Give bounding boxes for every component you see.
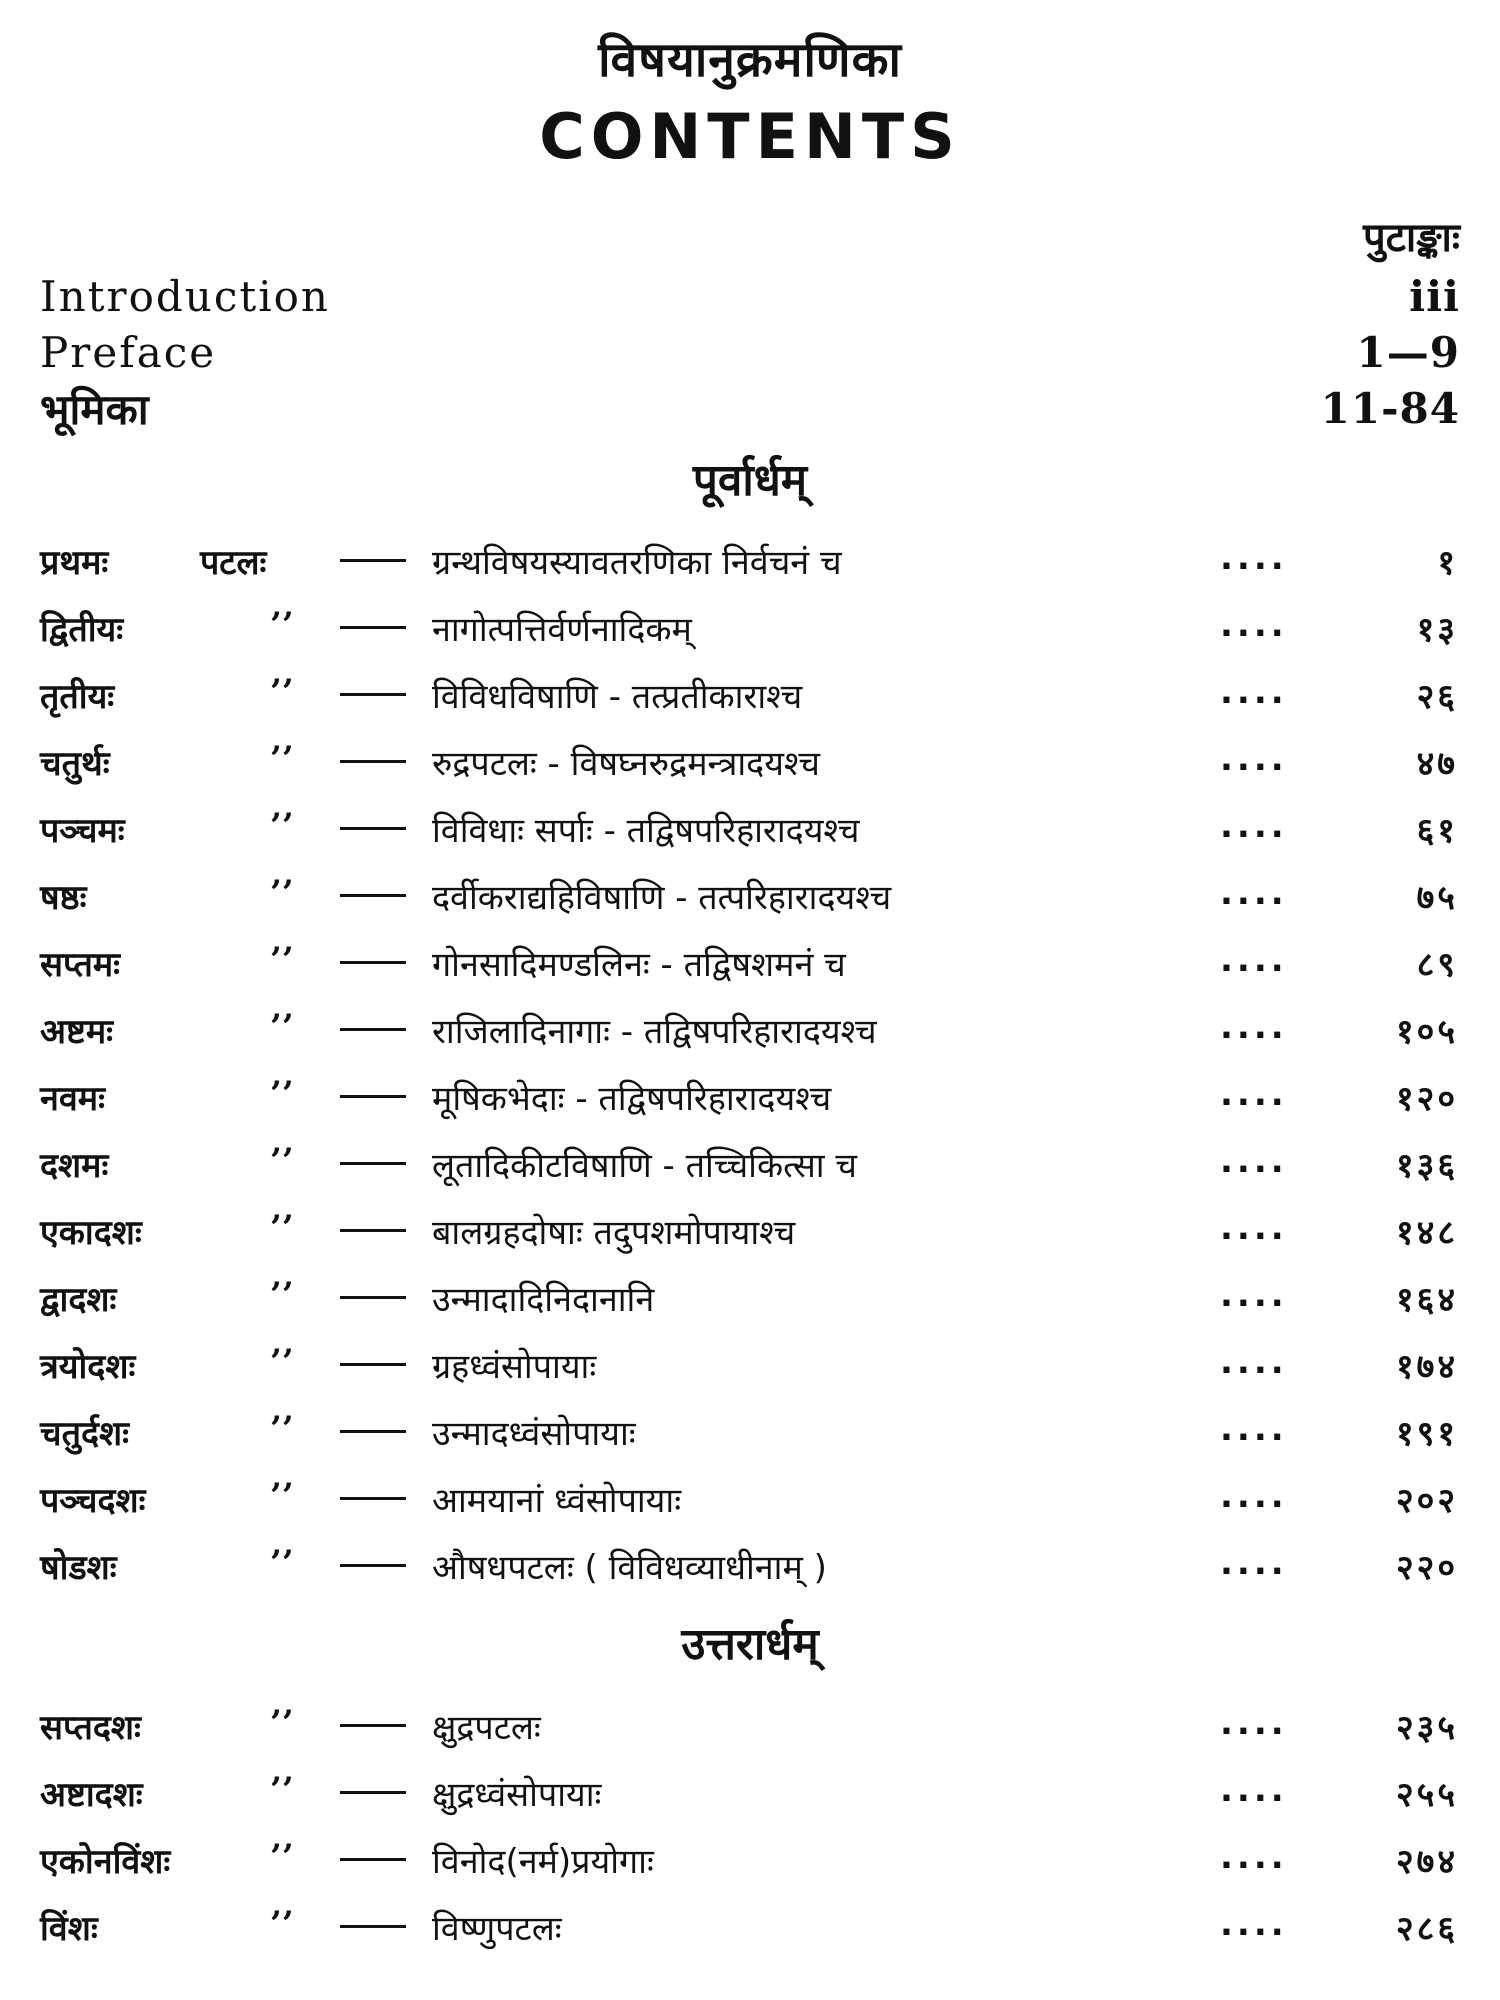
chapter-topic: राजिलादिनागाः - तद्विषपरिहारादयश्च — [432, 1012, 877, 1052]
leader-dots: .... — [1220, 806, 1288, 846]
chapter-topic: ग्रन्थविषयस्यावतरणिका निर्वचनं च — [432, 543, 842, 583]
chapter-number: सप्तमः — [40, 945, 121, 985]
ditto-mark: ’’ — [270, 1703, 294, 1743]
ditto-mark: ’’ — [270, 739, 294, 779]
leader-dots: .... — [1220, 1007, 1288, 1047]
separator-dash — [340, 1296, 406, 1299]
chapter-page: १६४ — [1395, 1280, 1458, 1320]
chapter-page: ६१ — [1416, 811, 1458, 851]
chapter-topic: दर्वीकराद्यहिविषाणि - तत्परिहारादयश्च — [432, 878, 892, 918]
leader-dots: .... — [1220, 940, 1288, 980]
toc-row[interactable] — [0, 1829, 1500, 1889]
chapter-page: २२० — [1395, 1548, 1458, 1588]
separator-dash — [340, 1564, 406, 1567]
chapter-number: सप्तदशः — [40, 1708, 141, 1748]
front-matter-page: iii — [1409, 271, 1460, 321]
chapter-topic: आमयानां ध्वंसोपायाः — [432, 1481, 682, 1521]
front-matter-label: Introduction — [40, 271, 330, 321]
leader-dots: .... — [1220, 1208, 1288, 1248]
separator-dash — [340, 894, 406, 897]
chapter-number: विंशः — [40, 1909, 98, 1949]
chapter-page: २३५ — [1395, 1708, 1458, 1748]
toc-row[interactable] — [0, 1200, 1500, 1260]
ditto-mark: ’’ — [270, 1543, 294, 1583]
chapter-topic: नागोत्पत्तिर्वर्णनादिकम् — [432, 610, 692, 650]
toc-row[interactable] — [0, 1535, 1500, 1595]
separator-dash — [340, 1925, 406, 1928]
chapter-number: द्वादशः — [40, 1280, 117, 1320]
toc-row[interactable] — [0, 1695, 1500, 1755]
toc-row[interactable] — [0, 932, 1500, 992]
leader-dots: .... — [1220, 1074, 1288, 1114]
ditto-mark: ’’ — [270, 1342, 294, 1382]
chapter-topic: क्षुद्रपटलः — [432, 1708, 541, 1748]
ditto-mark: ’’ — [270, 1837, 294, 1877]
ditto-mark: ’’ — [270, 1409, 294, 1449]
ditto-mark: ’’ — [270, 1141, 294, 1181]
toc-row[interactable] — [0, 1267, 1500, 1327]
leader-dots: .... — [1220, 739, 1288, 779]
ditto-mark: ’’ — [270, 1275, 294, 1315]
separator-dash — [340, 1497, 406, 1500]
chapter-page: १३६ — [1395, 1146, 1458, 1186]
separator-dash — [340, 559, 406, 562]
chapter-page: १७४ — [1395, 1347, 1458, 1387]
separator-dash — [340, 626, 406, 629]
leader-dots: .... — [1220, 1342, 1288, 1382]
chapter-page: १ — [1437, 543, 1458, 583]
toc-row[interactable] — [0, 1066, 1500, 1126]
ditto-mark: ’’ — [270, 873, 294, 913]
chapter-page: १०५ — [1395, 1012, 1458, 1052]
chapter-topic: उन्मादादिनिदानानि — [432, 1280, 655, 1320]
toc-row[interactable] — [0, 664, 1500, 724]
ditto-mark: ’’ — [270, 1770, 294, 1810]
page-number-column-heading: पुटाङ्काः — [1363, 215, 1460, 261]
ditto-mark: ’’ — [270, 806, 294, 846]
separator-dash — [340, 1430, 406, 1433]
chapter-number: नवमः — [40, 1079, 105, 1119]
leader-dots: .... — [1220, 1476, 1288, 1516]
chapter-page: १२० — [1395, 1079, 1458, 1119]
chapter-topic: क्षुद्रध्वंसोपायाः — [432, 1775, 602, 1815]
separator-dash — [340, 760, 406, 763]
leader-dots: .... — [1220, 1275, 1288, 1315]
chapter-topic: गोनसादिमण्डलिनः - तद्विषशमनं च — [432, 945, 846, 985]
toc-row[interactable] — [0, 1762, 1500, 1822]
chapter-number: चतुर्थः — [40, 744, 110, 784]
toc-row[interactable] — [0, 1334, 1500, 1394]
chapter-number: तृतीयः — [40, 677, 115, 717]
chapter-topic: बालग्रहदोषाः तदुपशमोपायाश्च — [432, 1213, 796, 1253]
chapter-topic: रुद्रपटलः - विषघ्नरुद्रमन्त्रादयश्च — [432, 744, 820, 784]
toc-row[interactable] — [0, 999, 1500, 1059]
toc-row[interactable] — [0, 865, 1500, 925]
ditto-mark: ’’ — [270, 940, 294, 980]
chapter-number: पञ्चदशः — [40, 1481, 146, 1521]
page-title-devanagari: विषयानुक्रमणिका — [598, 32, 902, 88]
separator-dash — [340, 827, 406, 830]
separator-dash — [340, 961, 406, 964]
separator-dash — [340, 1724, 406, 1727]
chapter-topic: औषधपटलः ( विविधव्याधीनाम् ) — [432, 1548, 827, 1588]
ditto-mark: ’’ — [270, 1007, 294, 1047]
chapter-number: पञ्चमः — [40, 811, 125, 851]
chapter-page: २५५ — [1395, 1775, 1458, 1815]
chapter-topic: विविधाः सर्पाः - तद्विषपरिहारादयश्च — [432, 811, 860, 851]
separator-dash — [340, 1095, 406, 1098]
chapter-number: षोडशः — [40, 1548, 117, 1588]
chapter-number: त्रयोदशः — [40, 1347, 136, 1387]
chapter-topic: विविधविषाणि - तत्प्रतीकाराश्च — [432, 677, 803, 717]
leader-dots: .... — [1220, 1141, 1288, 1181]
chapter-number: द्वितीयः — [40, 610, 124, 650]
chapter-number: एकोनविंशः — [40, 1842, 171, 1882]
patala-label: पटलः — [200, 543, 267, 583]
leader-dots: .... — [1220, 605, 1288, 645]
separator-dash — [340, 693, 406, 696]
chapter-page: ८९ — [1416, 945, 1458, 985]
leader-dots: .... — [1220, 538, 1288, 578]
separator-dash — [340, 1858, 406, 1861]
leader-dots: .... — [1220, 873, 1288, 913]
front-matter-bhumika[interactable] — [40, 382, 1460, 434]
front-matter-preface[interactable] — [40, 326, 1460, 378]
chapter-page: ४७ — [1416, 744, 1458, 784]
leader-dots: .... — [1220, 1703, 1288, 1743]
chapter-topic: विष्णुपटलः — [432, 1909, 562, 1949]
chapter-page: २८६ — [1395, 1909, 1458, 1949]
chapter-topic: ग्रहध्वंसोपायाः — [432, 1347, 597, 1387]
chapter-topic: मूषिकभेदाः - तद्विषपरिहारादयश्च — [432, 1079, 832, 1119]
chapter-page: १४८ — [1395, 1213, 1458, 1253]
leader-dots: .... — [1220, 1837, 1288, 1877]
chapter-page: २७४ — [1395, 1842, 1458, 1882]
leader-dots: .... — [1220, 1904, 1288, 1944]
chapter-page: १९१ — [1395, 1414, 1458, 1454]
chapter-number: चतुर्दशः — [40, 1414, 130, 1454]
toc-row[interactable] — [0, 798, 1500, 858]
separator-dash — [340, 1363, 406, 1366]
toc-row[interactable] — [0, 530, 1500, 590]
chapter-number: एकादशः — [40, 1213, 142, 1253]
section-heading-uttarardham: उत्तरार्धम् — [681, 1619, 819, 1670]
toc-row[interactable] — [0, 1133, 1500, 1193]
leader-dots: .... — [1220, 672, 1288, 712]
chapter-page: ७५ — [1416, 878, 1458, 918]
toc-row[interactable] — [0, 597, 1500, 657]
front-matter-page: 11-84 — [1320, 383, 1460, 433]
ditto-mark: ’’ — [270, 605, 294, 645]
chapter-number: अष्टमः — [40, 1012, 114, 1052]
toc-row[interactable] — [0, 1401, 1500, 1461]
ditto-mark: ’’ — [270, 1074, 294, 1114]
leader-dots: .... — [1220, 1409, 1288, 1449]
front-matter-label: भूमिका — [40, 384, 149, 434]
separator-dash — [340, 1229, 406, 1232]
toc-row[interactable] — [0, 731, 1500, 791]
chapter-number: षष्ठः — [40, 878, 87, 918]
ditto-mark: ’’ — [270, 1208, 294, 1248]
leader-dots: .... — [1220, 1543, 1288, 1583]
toc-row[interactable] — [0, 1468, 1500, 1528]
chapter-topic: लूतादिकीटविषाणि - तच्चिकित्सा च — [432, 1146, 858, 1186]
front-matter-introduction[interactable] — [40, 270, 1460, 322]
chapter-page: १३ — [1416, 610, 1458, 650]
leader-dots: .... — [1220, 1770, 1288, 1810]
ditto-mark: ’’ — [270, 1476, 294, 1516]
section-heading-purvardham: पूर्वार्धम् — [692, 455, 808, 506]
front-matter-label: Preface — [40, 327, 217, 377]
chapter-topic: उन्मादध्वंसोपायाः — [432, 1414, 636, 1454]
chapter-number: अष्टादशः — [40, 1775, 143, 1815]
chapter-number: प्रथमः — [40, 543, 109, 583]
separator-dash — [340, 1028, 406, 1031]
front-matter-page: 1—9 — [1356, 327, 1460, 377]
separator-dash — [340, 1162, 406, 1165]
chapter-number: दशमः — [40, 1146, 109, 1186]
toc-row[interactable] — [0, 1896, 1500, 1956]
separator-dash — [340, 1791, 406, 1794]
ditto-mark: ’’ — [270, 672, 294, 712]
ditto-mark: ’’ — [270, 1904, 294, 1944]
page-title-english: CONTENTS — [539, 100, 961, 173]
chapter-page: २६ — [1416, 677, 1458, 717]
chapter-topic: विनोद(नर्म)प्रयोगाः — [432, 1842, 654, 1882]
chapter-page: २०२ — [1395, 1481, 1458, 1521]
